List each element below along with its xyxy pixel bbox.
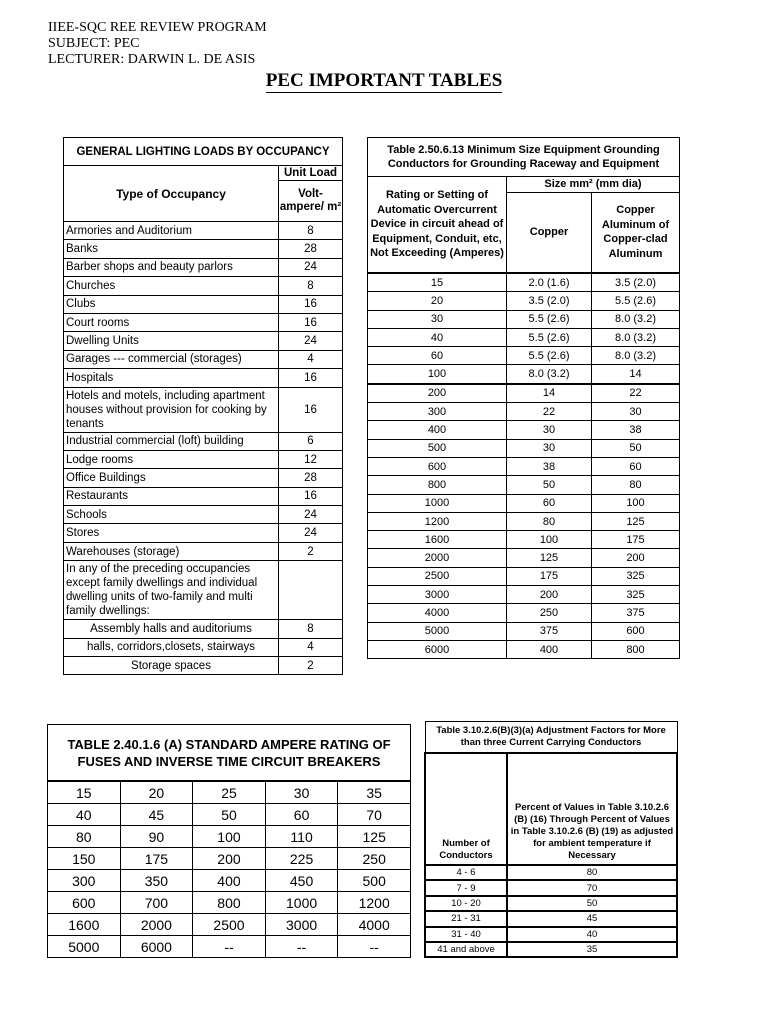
rating-cell: 600 — [368, 457, 507, 475]
table-row — [368, 567, 680, 585]
conductor-count-cell: 31 - 40 — [425, 927, 507, 942]
ampere-caption: TABLE 2.40.1.6 (A) STANDARD AMPERE RATING OF FUSES AND INVERSE TIME CIRCUIT BREAKERS — [48, 725, 411, 782]
aluminum-size-cell: 8.0 (3.2) — [592, 310, 680, 328]
copper-size-cell: 38 — [507, 457, 592, 475]
table-row — [48, 870, 411, 892]
ampere-value-cell: 1200 — [338, 892, 411, 914]
occupancy-type-cell: Warehouses (storage) — [64, 542, 279, 560]
ampere-value-cell: 25 — [193, 781, 266, 804]
rating-cell: 40 — [368, 328, 507, 346]
table-row — [64, 332, 343, 350]
table-row — [425, 880, 677, 895]
table-row — [48, 804, 411, 826]
ampere-value-cell: 45 — [120, 804, 193, 826]
copper-size-cell: 22 — [507, 403, 592, 421]
rating-cell: 2000 — [368, 549, 507, 567]
table-row — [425, 911, 677, 926]
table-row — [64, 469, 343, 487]
ampere-value-cell: 2000 — [120, 914, 193, 936]
table-row — [425, 896, 677, 911]
aluminum-size-cell: 325 — [592, 567, 680, 585]
table-row — [48, 848, 411, 870]
rating-cell: 2500 — [368, 567, 507, 585]
percent-cell: 40 — [507, 927, 677, 942]
aluminum-size-cell: 3.5 (2.0) — [592, 273, 680, 292]
ampere-value-cell: 1600 — [48, 914, 121, 936]
ampere-value-cell: 500 — [338, 870, 411, 892]
rating-cell: 15 — [368, 273, 507, 292]
table-row — [368, 622, 680, 640]
aluminum-size-cell: 8.0 (3.2) — [592, 328, 680, 346]
aluminum-size-cell: 38 — [592, 421, 680, 439]
table-row — [368, 328, 680, 346]
occupancy-type-cell: Storage spaces — [64, 657, 279, 675]
unit-load-cell: 4 — [279, 638, 343, 656]
copper-size-cell: 400 — [507, 640, 592, 658]
table-row — [368, 347, 680, 365]
percent-cell: 80 — [507, 865, 677, 880]
ampere-value-cell: 60 — [265, 804, 338, 826]
aluminum-size-cell: 30 — [592, 403, 680, 421]
occupancy-type-cell: Churches — [64, 277, 279, 295]
ampere-value-cell: 3000 — [265, 914, 338, 936]
unit-load-cell: 16 — [279, 369, 343, 387]
unit-load-cell: 8 — [279, 620, 343, 638]
ampere-value-cell: -- — [265, 936, 338, 958]
rating-cell: 400 — [368, 421, 507, 439]
ampere-value-cell: 250 — [338, 848, 411, 870]
occupancy-type-cell: Court rooms — [64, 313, 279, 331]
copper-size-cell: 5.5 (2.6) — [507, 310, 592, 328]
table-row — [48, 892, 411, 914]
table-row — [64, 350, 343, 368]
program-line: IIEE-SQC REE REVIEW PROGRAM — [48, 20, 267, 35]
aluminum-size-cell: 8.0 (3.2) — [592, 347, 680, 365]
col-percent-header: Percent of Values in Table 3.10.2.6 (B) (16) Through Percent of Values in Table 3.10.2.6 (B) (19) as adjusted for ambient temperature if Necessary — [507, 753, 677, 865]
copper-size-cell: 2.0 (1.6) — [507, 273, 592, 292]
table-row — [425, 927, 677, 942]
aluminum-size-cell: 22 — [592, 384, 680, 403]
aluminum-size-cell: 375 — [592, 604, 680, 622]
conductor-count-cell: 10 - 20 — [425, 896, 507, 911]
table-row — [64, 657, 343, 675]
ampere-value-cell: 15 — [48, 781, 121, 804]
table-row — [368, 604, 680, 622]
table-row — [368, 494, 680, 512]
table-row — [64, 620, 343, 638]
unit-load-cell: 12 — [279, 450, 343, 468]
ampere-value-cell: 800 — [193, 892, 266, 914]
table-row — [64, 432, 343, 450]
aluminum-size-cell: 50 — [592, 439, 680, 457]
conductor-count-cell: 21 - 31 — [425, 911, 507, 926]
copper-size-cell: 8.0 (3.2) — [507, 365, 592, 384]
table-row — [368, 586, 680, 604]
table-row — [64, 277, 343, 295]
rating-cell: 100 — [368, 365, 507, 384]
ampere-value-cell: -- — [338, 936, 411, 958]
col-copper-header: Copper — [507, 192, 592, 273]
ampere-value-cell: 450 — [265, 870, 338, 892]
copper-size-cell: 200 — [507, 586, 592, 604]
ampere-value-cell: 50 — [193, 804, 266, 826]
table-row — [64, 313, 343, 331]
rating-cell: 1200 — [368, 512, 507, 530]
col-unit-subheader: Volt-ampere/ m² — [279, 181, 343, 222]
adjustment-caption: Table 3.10.2.6(B)(3)(a) Adjustment Factors for More than three Current Carrying Conductors — [425, 722, 677, 754]
table-row — [368, 403, 680, 421]
table-row — [368, 310, 680, 328]
aluminum-size-cell: 100 — [592, 494, 680, 512]
ampere-value-cell: 100 — [193, 826, 266, 848]
occupancy-type-cell: Hospitals — [64, 369, 279, 387]
table-row — [368, 512, 680, 530]
ampere-rating-table — [47, 724, 411, 958]
copper-size-cell: 375 — [507, 622, 592, 640]
ampere-value-cell: 600 — [48, 892, 121, 914]
occupancy-type-cell: Barber shops and beauty parlors — [64, 258, 279, 276]
rating-cell: 6000 — [368, 640, 507, 658]
ampere-value-cell: -- — [193, 936, 266, 958]
occupancy-type-cell: Clubs — [64, 295, 279, 313]
table-row — [368, 457, 680, 475]
copper-size-cell: 3.5 (2.0) — [507, 292, 592, 310]
occupancy-type-cell: Banks — [64, 240, 279, 258]
unit-load-cell: 24 — [279, 506, 343, 524]
occupancy-type-cell: halls, corridors,closets, stairways — [64, 638, 279, 656]
ampere-value-cell: 20 — [120, 781, 193, 804]
aluminum-size-cell: 125 — [592, 512, 680, 530]
occupancy-type-cell: Armories and Auditorium — [64, 222, 279, 240]
col-unit-header: Unit Load — [279, 166, 343, 181]
table-row — [64, 450, 343, 468]
lighting-caption: GENERAL LIGHTING LOADS BY OCCUPANCY — [64, 138, 343, 166]
aluminum-size-cell: 800 — [592, 640, 680, 658]
table-row — [368, 384, 680, 403]
copper-size-cell: 50 — [507, 476, 592, 494]
rating-cell: 1000 — [368, 494, 507, 512]
unit-load-cell: 4 — [279, 350, 343, 368]
copper-size-cell: 60 — [507, 494, 592, 512]
percent-cell: 35 — [507, 942, 677, 957]
table-row — [368, 439, 680, 457]
aluminum-size-cell: 14 — [592, 365, 680, 384]
table-row — [425, 942, 677, 957]
copper-size-cell: 175 — [507, 567, 592, 585]
unit-load-cell: 28 — [279, 469, 343, 487]
unit-load-cell: 16 — [279, 387, 343, 432]
ampere-value-cell: 6000 — [120, 936, 193, 958]
unit-load-cell: 24 — [279, 258, 343, 276]
occupancy-type-cell: In any of the preceding occupancies except family dwellings and individual dwelling units of two-family and multi family dwellings: — [64, 561, 279, 620]
ampere-value-cell: 700 — [120, 892, 193, 914]
ampere-value-cell: 150 — [48, 848, 121, 870]
ampere-value-cell: 90 — [120, 826, 193, 848]
ampere-value-cell: 200 — [193, 848, 266, 870]
copper-size-cell: 250 — [507, 604, 592, 622]
rating-cell: 4000 — [368, 604, 507, 622]
col-type-header: Type of Occupancy — [64, 166, 279, 222]
copper-size-cell: 14 — [507, 384, 592, 403]
occupancy-type-cell: Garages --- commercial (storages) — [64, 350, 279, 368]
table-row — [64, 240, 343, 258]
ampere-value-cell: 110 — [265, 826, 338, 848]
unit-load-cell: 28 — [279, 240, 343, 258]
unit-load-cell: 16 — [279, 487, 343, 505]
table-row — [64, 369, 343, 387]
lecturer-line: LECTURER: DARWIN L. DE ASIS — [48, 52, 256, 67]
table-row — [48, 936, 411, 958]
table-row — [368, 273, 680, 292]
ampere-value-cell: 125 — [338, 826, 411, 848]
table-row — [368, 476, 680, 494]
rating-cell: 60 — [368, 347, 507, 365]
table-row — [425, 865, 677, 880]
table-row — [64, 295, 343, 313]
unit-load-cell: 8 — [279, 277, 343, 295]
table-row — [64, 387, 343, 432]
occupancy-type-cell: Restaurants — [64, 487, 279, 505]
percent-cell: 45 — [507, 911, 677, 926]
aluminum-size-cell: 200 — [592, 549, 680, 567]
ampere-value-cell: 80 — [48, 826, 121, 848]
rating-cell: 30 — [368, 310, 507, 328]
lighting-loads-table — [63, 137, 343, 675]
ampere-value-cell: 350 — [120, 870, 193, 892]
table-row — [48, 826, 411, 848]
occupancy-type-cell: Industrial commercial (loft) building — [64, 432, 279, 450]
ampere-value-cell: 175 — [120, 848, 193, 870]
ampere-value-cell: 70 — [338, 804, 411, 826]
page-title: PEC IMPORTANT TABLES — [265, 70, 503, 91]
copper-size-cell: 125 — [507, 549, 592, 567]
adjustment-table — [424, 721, 678, 958]
table-row — [64, 638, 343, 656]
rating-cell: 500 — [368, 439, 507, 457]
ampere-value-cell: 4000 — [338, 914, 411, 936]
aluminum-size-cell: 5.5 (2.6) — [592, 292, 680, 310]
table-row — [368, 365, 680, 384]
unit-load-cell: 8 — [279, 222, 343, 240]
copper-size-cell: 5.5 (2.6) — [507, 347, 592, 365]
ampere-value-cell: 400 — [193, 870, 266, 892]
table-row — [64, 487, 343, 505]
table-row — [64, 506, 343, 524]
rating-cell: 1600 — [368, 531, 507, 549]
table-row — [368, 640, 680, 658]
grounding-caption: Table 2.50.6.13 Minimum Size Equipment Grounding Conductors for Grounding Raceway and Equipment — [368, 138, 680, 177]
rating-cell: 300 — [368, 403, 507, 421]
conductor-count-cell: 7 - 9 — [425, 880, 507, 895]
unit-load-cell — [279, 561, 343, 620]
unit-load-cell: 2 — [279, 542, 343, 560]
table-row — [64, 258, 343, 276]
rating-cell: 200 — [368, 384, 507, 403]
copper-size-cell: 30 — [507, 439, 592, 457]
unit-load-cell: 6 — [279, 432, 343, 450]
ampere-value-cell: 35 — [338, 781, 411, 804]
occupancy-type-cell: Hotels and motels, including apartment houses without provision for cooking by tenants — [64, 387, 279, 432]
aluminum-size-cell: 80 — [592, 476, 680, 494]
rating-cell: 800 — [368, 476, 507, 494]
grounding-table — [367, 137, 680, 659]
occupancy-type-cell: Lodge rooms — [64, 450, 279, 468]
ampere-value-cell: 1000 — [265, 892, 338, 914]
ampere-value-cell: 225 — [265, 848, 338, 870]
ampere-value-cell: 40 — [48, 804, 121, 826]
occupancy-type-cell: Dwelling Units — [64, 332, 279, 350]
col-size-header: Size mm² (mm dia) — [507, 177, 680, 193]
occupancy-type-cell: Office Buildings — [64, 469, 279, 487]
subject-line: SUBJECT: PEC — [48, 36, 140, 51]
unit-load-cell: 24 — [279, 332, 343, 350]
table-row — [368, 421, 680, 439]
ampere-value-cell: 2500 — [193, 914, 266, 936]
ampere-value-cell: 5000 — [48, 936, 121, 958]
table-row — [48, 781, 411, 804]
table-row — [64, 222, 343, 240]
table-row — [48, 914, 411, 936]
percent-cell: 50 — [507, 896, 677, 911]
occupancy-type-cell: Assembly halls and auditoriums — [64, 620, 279, 638]
table-row — [368, 549, 680, 567]
copper-size-cell: 100 — [507, 531, 592, 549]
table-row — [368, 292, 680, 310]
table-row — [64, 561, 343, 620]
aluminum-size-cell: 60 — [592, 457, 680, 475]
col-rating-header: Rating or Setting of Automatic Overcurrent Device in circuit ahead of Equipment, Conduit, etc, Not Exceeding (Amperes) — [368, 177, 507, 274]
table-row — [368, 531, 680, 549]
unit-load-cell: 16 — [279, 313, 343, 331]
unit-load-cell: 24 — [279, 524, 343, 542]
copper-size-cell: 80 — [507, 512, 592, 530]
copper-size-cell: 30 — [507, 421, 592, 439]
col-alum-header: Copper Aluminum of Copper-clad Aluminum — [592, 192, 680, 273]
conductor-count-cell: 41 and above — [425, 942, 507, 957]
occupancy-type-cell: Stores — [64, 524, 279, 542]
ampere-value-cell: 30 — [265, 781, 338, 804]
rating-cell: 5000 — [368, 622, 507, 640]
unit-load-cell: 2 — [279, 657, 343, 675]
col-number-header: Number of Conductors — [425, 753, 507, 865]
aluminum-size-cell: 600 — [592, 622, 680, 640]
rating-cell: 20 — [368, 292, 507, 310]
table-row — [64, 524, 343, 542]
ampere-value-cell: 300 — [48, 870, 121, 892]
table-row — [64, 542, 343, 560]
occupancy-type-cell: Schools — [64, 506, 279, 524]
unit-load-cell: 16 — [279, 295, 343, 313]
conductor-count-cell: 4 - 6 — [425, 865, 507, 880]
aluminum-size-cell: 325 — [592, 586, 680, 604]
aluminum-size-cell: 175 — [592, 531, 680, 549]
copper-size-cell: 5.5 (2.6) — [507, 328, 592, 346]
rating-cell: 3000 — [368, 586, 507, 604]
percent-cell: 70 — [507, 880, 677, 895]
